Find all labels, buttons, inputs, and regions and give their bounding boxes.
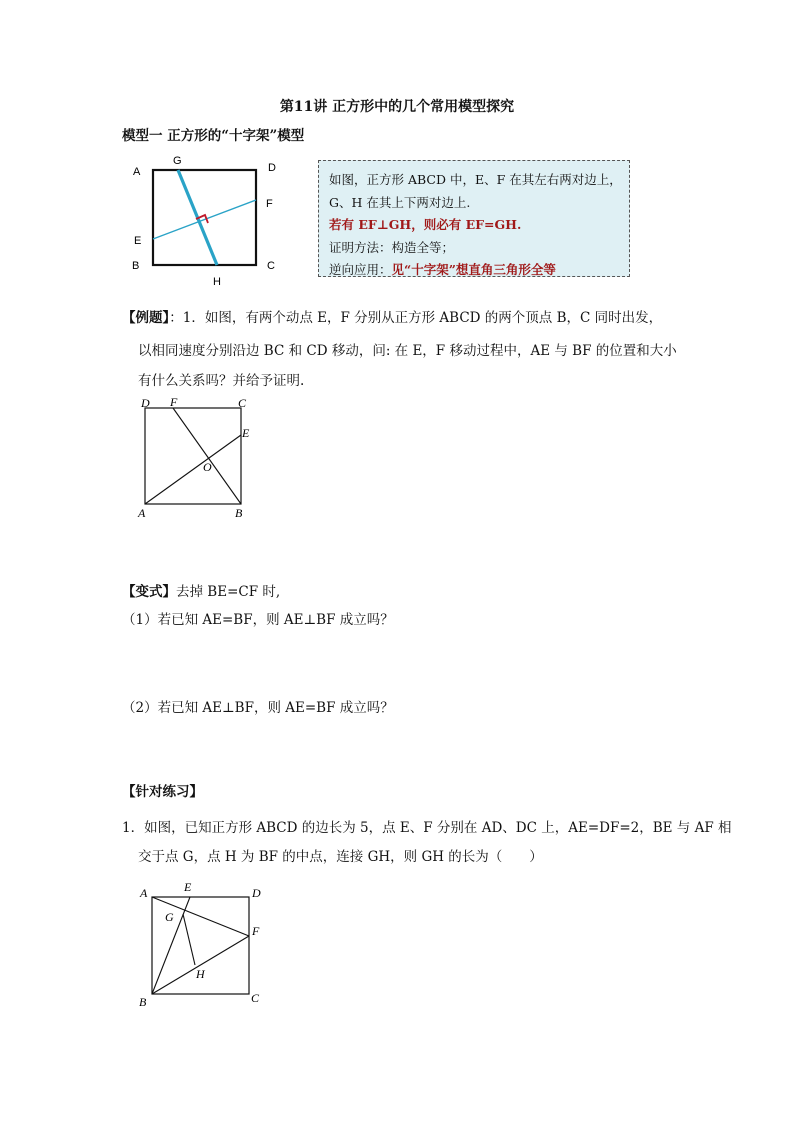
info-line-2: G、H 在其上下两对边上.	[329, 194, 471, 210]
label-a3: A	[140, 886, 148, 900]
square-abcd	[153, 170, 256, 265]
variant-question-1: （1）若已知 AE=BF，则 AE⊥BF 成立吗？	[122, 612, 394, 628]
label-d2: D	[141, 396, 150, 410]
label-c3: C	[251, 991, 260, 1005]
label-h: H	[213, 276, 221, 288]
label-e: E	[134, 235, 142, 247]
square-abcd-2	[145, 408, 241, 504]
practice-line-1: 1．如图，已知正方形 ABCD 的边长为 5，点 E、F 分别在 AD、DC 上，AE=DF=2，BE 与 AF 相	[122, 820, 732, 836]
info-line-5	[329, 259, 629, 282]
info-line-5-prefix: 逆向应用：	[329, 262, 392, 277]
segment-bf	[152, 936, 249, 994]
info-line-4: 证明方法：构造全等；	[329, 239, 455, 255]
example-line-2: 以相同速度分别沿边 BC 和 CD 移动，问: 在 E，F 移动过程中，AE 与 BF 的位置和大小	[138, 343, 677, 359]
label-f: F	[266, 198, 273, 210]
example-text-1: ：1．如图，有两个动点 E，F 分别从正方形 ABCD 的两个顶点 B，C 同时出发，	[169, 310, 663, 326]
model-info-box	[318, 160, 630, 277]
model-heading: 模型一 正方形的“十字架”模型	[122, 128, 305, 144]
label-b3: B	[139, 995, 147, 1009]
example-label: 【例题】	[122, 310, 170, 326]
label-e2: E	[242, 426, 250, 440]
figure-example	[130, 393, 260, 521]
label-c: C	[267, 260, 275, 272]
label-o2: O	[203, 460, 212, 474]
practice-line-2: 交于点 G，点 H 为 BF 的中点，连接 GH，则 GH 的长为（ ）	[138, 849, 543, 865]
info-line-3: 若有 EF⊥GH，则必有 EF=GH.	[329, 217, 522, 232]
label-a2: A	[138, 506, 146, 520]
practice-label: 【针对练习】	[122, 784, 203, 800]
info-line-1: 如图，正方形 ABCD 中，E、F 在其左右两对边上，	[329, 172, 622, 187]
label-c2: C	[238, 396, 247, 410]
segment-ae	[145, 435, 241, 504]
label-h3: H	[196, 967, 205, 981]
segment-gh	[183, 914, 195, 965]
label-g3: G	[165, 910, 174, 924]
segment-bf	[173, 408, 241, 504]
figure-cross-model	[120, 150, 290, 290]
label-f3: F	[252, 924, 260, 938]
variant-text: 去掉 BE=CF 时,	[176, 584, 281, 600]
label-g: G	[173, 155, 182, 167]
variant-line	[122, 578, 280, 606]
label-a: A	[133, 166, 141, 178]
label-b2: B	[235, 506, 243, 520]
info-line-5-highlight: 见“十字架”想直角三角形全等	[391, 262, 556, 277]
example-line-3: 有什么关系吗？并给予证明.	[138, 373, 305, 389]
label-d3: D	[252, 886, 261, 900]
label-b: B	[132, 260, 140, 272]
figure-practice	[130, 876, 280, 1012]
label-f2: F	[170, 395, 178, 409]
label-d: D	[268, 162, 276, 174]
page-title: 第11讲 正方形中的几个常用模型探究	[279, 99, 515, 115]
variant-label: 【变式】	[122, 584, 176, 600]
example-line-1	[122, 304, 662, 332]
label-e3: E	[184, 880, 192, 894]
variant-question-2: （2）若已知 AE⊥BF，则 AE=BF 成立吗？	[122, 700, 394, 716]
